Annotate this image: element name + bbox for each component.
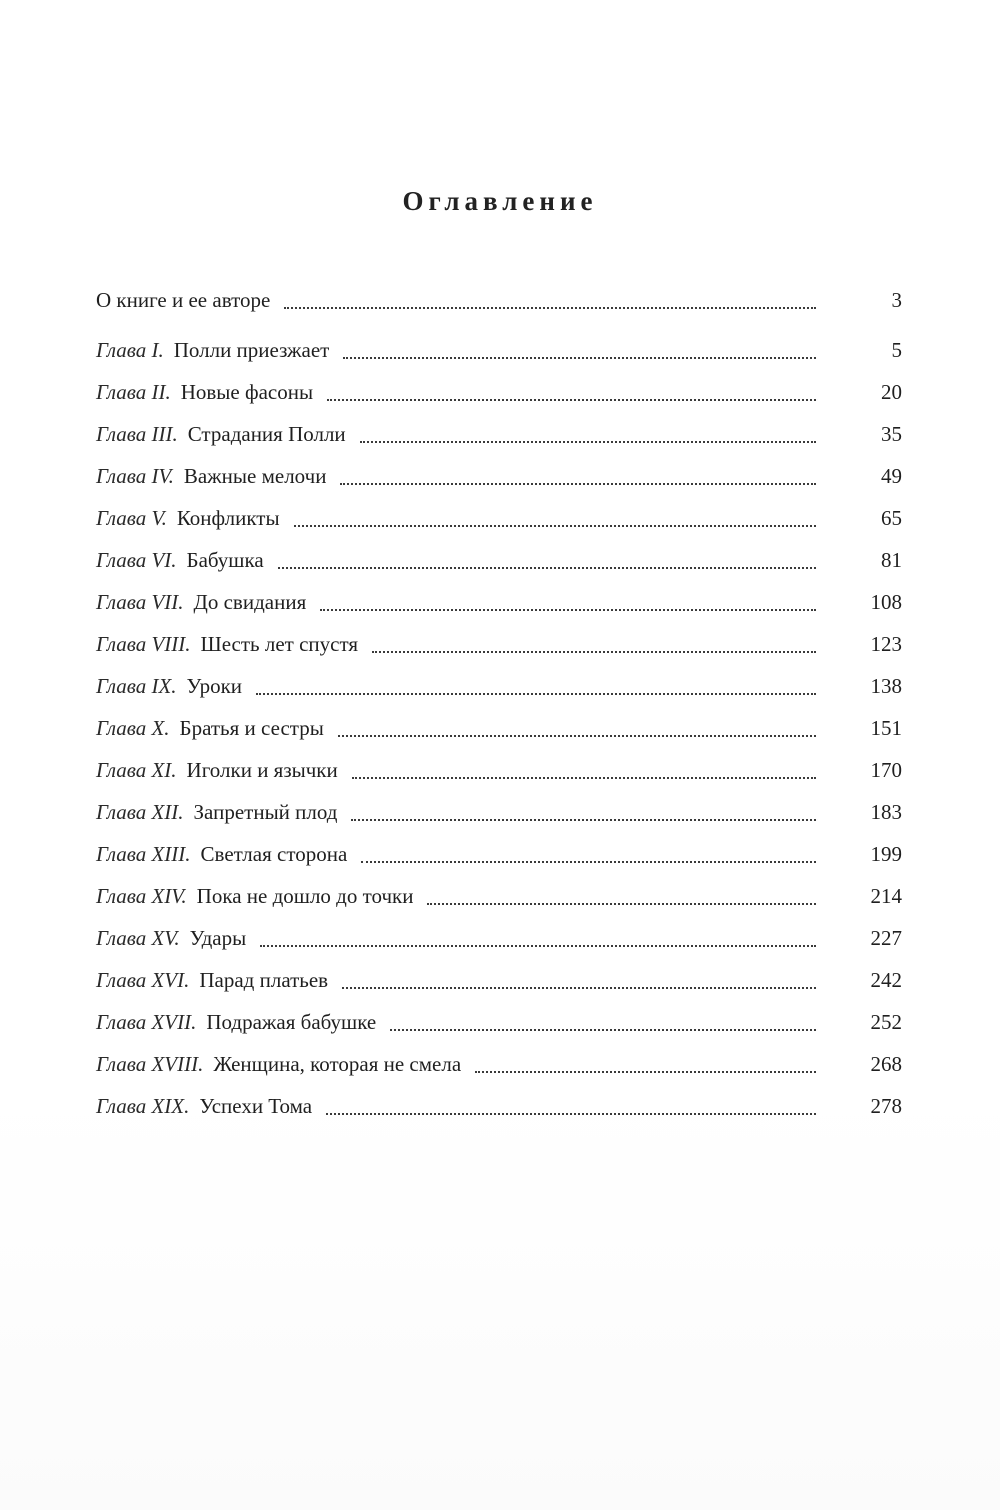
toc-chapter-entry[interactable] [96, 572, 902, 614]
toc-entry-label [96, 288, 270, 312]
chapter-number: Глава I. [96, 338, 164, 362]
toc-chapter-entry[interactable] [96, 824, 902, 866]
page-number: 278 [870, 1094, 902, 1118]
chapter-number: Глава XV. [96, 926, 180, 950]
chapter-title: Светлая сторона [200, 842, 348, 866]
dot-leader [294, 525, 816, 527]
chapter-number: Глава VI. [96, 548, 177, 572]
chapter-number: Глава XI. [96, 758, 177, 782]
chapter-number: Глава V. [96, 506, 167, 530]
chapter-title: Пока не дошло до точки [196, 884, 414, 908]
toc-entry-label [96, 590, 306, 614]
page-number: 170 [870, 758, 902, 782]
chapter-title: Запретный плод [193, 800, 338, 824]
toc-chapter-entry[interactable] [96, 740, 902, 782]
dot-leader [390, 1029, 816, 1031]
chapter-title: Конфликты [176, 506, 280, 530]
page-number: 123 [870, 632, 902, 656]
toc-entry-label [96, 800, 337, 824]
chapter-number: Глава XIV. [96, 884, 187, 908]
chapter-title: Страдания Полли [187, 422, 346, 446]
chapter-number: Глава XII. [96, 800, 184, 824]
dot-leader [427, 903, 816, 905]
chapter-number: Глава XVII. [96, 1010, 197, 1034]
toc-entry-label [96, 1010, 376, 1034]
toc-entry-label [96, 968, 328, 992]
toc-entry-label [96, 842, 347, 866]
chapter-title: До свидания [193, 590, 307, 614]
toc-entry-label [96, 338, 329, 362]
dot-leader [352, 777, 816, 779]
page-number: 65 [881, 506, 902, 530]
chapter-title: Иголки и язычки [186, 758, 338, 782]
toc-chapter-entry[interactable] [96, 782, 902, 824]
chapter-title: Уроки [186, 674, 243, 698]
dot-leader [256, 693, 816, 695]
dot-leader [342, 987, 816, 989]
page-number: 252 [870, 1010, 902, 1034]
chapter-title: Удары [189, 926, 247, 950]
chapter-title: Полли приезжает [173, 338, 330, 362]
page-number: 5 [891, 338, 902, 362]
dot-leader [475, 1071, 816, 1073]
toc-chapter-entry[interactable] [96, 866, 902, 908]
page-number: 214 [870, 884, 902, 908]
toc-chapter-entry[interactable] [96, 950, 902, 992]
dot-leader [278, 567, 816, 569]
toc-entry-label [96, 464, 326, 488]
chapter-title: Бабушка [186, 548, 264, 572]
chapter-number: Глава XIII. [96, 842, 191, 866]
dot-leader [372, 651, 816, 653]
toc-list [96, 270, 902, 1118]
toc-entry-label [96, 674, 242, 698]
toc-entry-label [96, 548, 264, 572]
toc-chapter-entry[interactable] [96, 1034, 902, 1076]
toc-entry-label [96, 926, 246, 950]
toc-chapter-entry[interactable] [96, 488, 902, 530]
toc-chapter-entry[interactable] [96, 908, 902, 950]
toc-chapter-entry[interactable] [96, 656, 902, 698]
dot-leader [260, 945, 816, 947]
toc-entry-label [96, 632, 358, 656]
page-number: 268 [870, 1052, 902, 1076]
chapter-number: Глава VIII. [96, 632, 191, 656]
page-number: 3 [891, 288, 902, 312]
intro-title: О книге и ее авторе [96, 288, 271, 312]
page-number: 20 [881, 380, 902, 404]
page-number: 138 [870, 674, 902, 698]
toc-entry-label [96, 506, 280, 530]
page-number: 108 [870, 590, 902, 614]
toc-intro-entry[interactable] [96, 270, 902, 312]
dot-leader [340, 483, 816, 485]
toc-entry-label [96, 716, 324, 740]
chapter-title: Парад платьев [199, 968, 329, 992]
chapter-number: Глава XIX. [96, 1094, 190, 1118]
page-number: 242 [870, 968, 902, 992]
chapter-title: Шесть лет спустя [200, 632, 359, 656]
chapter-number: Глава XVI. [96, 968, 190, 992]
chapter-title: Подражая бабушке [206, 1010, 377, 1034]
toc-entry-label [96, 758, 338, 782]
toc-entry-label [96, 422, 346, 446]
toc-chapter-entry[interactable] [96, 320, 902, 362]
toc-chapter-entry[interactable] [96, 362, 902, 404]
chapter-title: Женщина, которая не смела [213, 1052, 462, 1076]
dot-leader [343, 357, 816, 359]
page-number: 81 [881, 548, 902, 572]
dot-leader [327, 399, 816, 401]
page-number: 227 [870, 926, 902, 950]
dot-leader [361, 861, 816, 863]
chapter-number: Глава XVIII. [96, 1052, 204, 1076]
chapter-title: Успехи Тома [199, 1094, 313, 1118]
toc-entry-label [96, 1052, 461, 1076]
toc-chapter-entry[interactable] [96, 698, 902, 740]
chapter-number: Глава VII. [96, 590, 184, 614]
toc-entry-label [96, 380, 313, 404]
dot-leader [284, 307, 816, 309]
chapter-number: Глава III. [96, 422, 178, 446]
dot-leader [320, 609, 816, 611]
dot-leader [326, 1113, 816, 1115]
toc-chapter-entry[interactable] [96, 992, 902, 1034]
chapter-number: Глава X. [96, 716, 170, 740]
toc-chapter-entry[interactable] [96, 530, 902, 572]
chapter-title: Новые фасоны [180, 380, 314, 404]
chapter-number: Глава II. [96, 380, 171, 404]
chapter-title: Братья и сестры [179, 716, 324, 740]
toc-chapter-entry[interactable] [96, 1076, 902, 1118]
chapter-number: Глава IV. [96, 464, 174, 488]
page-number: 49 [881, 464, 902, 488]
page-number: 35 [881, 422, 902, 446]
toc-entry-label [96, 884, 413, 908]
page-number: 151 [870, 716, 902, 740]
toc-chapter-entry[interactable] [96, 404, 902, 446]
page-number: 183 [870, 800, 902, 824]
dot-leader [351, 819, 816, 821]
toc-entry-label [96, 1094, 312, 1118]
toc-title: Оглавление [402, 186, 598, 216]
chapter-number: Глава IX. [96, 674, 177, 698]
dot-leader [338, 735, 816, 737]
toc-chapter-entry[interactable] [96, 446, 902, 488]
chapter-title: Важные мелочи [183, 464, 327, 488]
page-number: 199 [870, 842, 902, 866]
toc-chapter-entry[interactable] [96, 614, 902, 656]
dot-leader [360, 441, 816, 443]
